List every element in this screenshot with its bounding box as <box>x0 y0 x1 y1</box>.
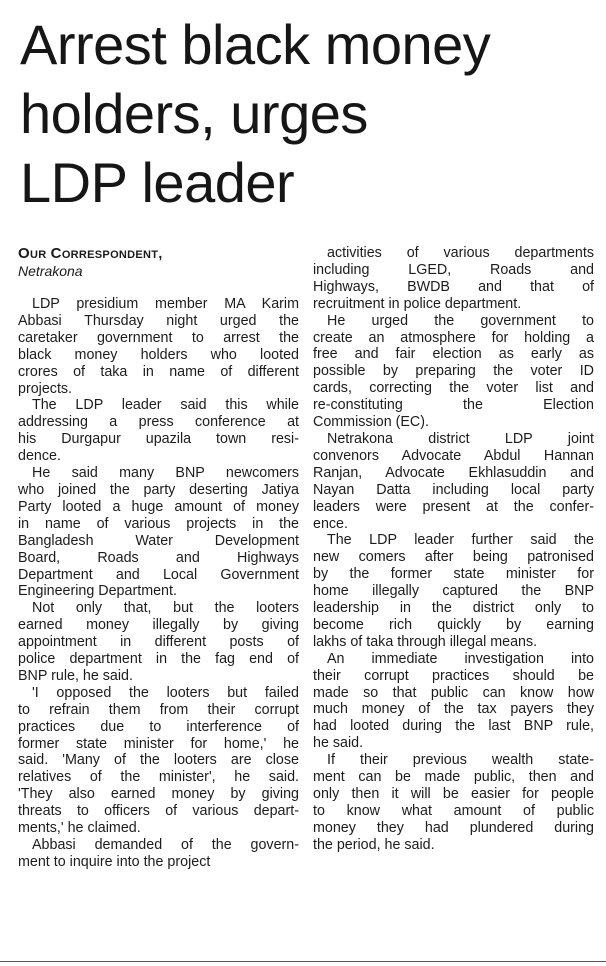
text-line: He said many BNP newcomers <box>32 465 299 482</box>
article-column-1 <box>18 296 299 871</box>
text-line: relatives of the minister', he said. <box>18 769 299 786</box>
paragraph <box>18 296 299 397</box>
text-line: projects. <box>18 380 73 397</box>
text-line: Abbasi demanded of the govern- <box>32 837 299 853</box>
text-line: Nayan Datta including local party <box>313 481 594 498</box>
text-line: re-constituting the Election <box>313 397 594 414</box>
text-line: create an atmosphere for holding a <box>313 329 594 346</box>
text-line: who joined the party deserting Jatiya <box>18 481 299 498</box>
text-line: money they had plundered during <box>313 819 594 836</box>
text-line: He urged the government to <box>327 312 594 329</box>
text-line: new comers after being patronised <box>313 549 594 566</box>
text-line: to know what amount of public <box>313 802 594 819</box>
text-line: by the former state minister for <box>313 566 594 583</box>
text-line: The LDP leader said this while <box>32 397 299 414</box>
text-line: home illegally captured the BNP <box>313 583 594 600</box>
text-line: ence. <box>313 515 348 532</box>
text-line: possible by preparing the voter ID <box>313 363 594 380</box>
text-line: 'They also earned money by giving <box>18 786 299 803</box>
text-line: activities of various departments <box>327 245 594 261</box>
text-line: he said. <box>313 735 364 752</box>
text-line: Not only that, but the looters <box>32 600 299 617</box>
headline-line-3: LDP leader <box>20 151 295 214</box>
text-line: caretaker government to arrest the <box>18 329 299 346</box>
text-line: LDP presidium member MA Karim <box>32 296 299 312</box>
byline <box>18 245 298 279</box>
text-line: If their previous wealth state- <box>327 752 594 769</box>
text-line: leadership in the district only to <box>313 600 594 617</box>
text-line: much money of the tax payers they <box>313 701 594 718</box>
paragraph <box>18 685 299 837</box>
text-line: police department in the fag end of <box>18 651 299 668</box>
text-line: dence. <box>18 448 61 465</box>
paragraph <box>18 397 299 465</box>
correspondent-credit: OUR CORRESPONDENT, <box>18 245 163 262</box>
text-line: ment can be made public, then and <box>313 769 594 786</box>
paragraph <box>313 752 594 853</box>
text-line: Board, Roads and Highways <box>18 549 299 566</box>
text-line: Abbasi Thursday night urged the <box>18 312 299 329</box>
text-line: said. 'Many of the looters are close <box>18 752 299 769</box>
paragraph <box>18 837 299 871</box>
text-line: the period, he said. <box>313 836 435 853</box>
text-line: only then it will be easier for people <box>313 786 594 802</box>
text-line: their corrupt practices should be <box>313 667 594 684</box>
paragraph <box>18 465 299 600</box>
text-line: in name of various projects in the <box>18 515 299 532</box>
text-line: crores of taka in name of different <box>18 363 299 380</box>
text-line: leaders were present at the confer- <box>313 498 594 515</box>
text-line: convenors Advocate Abdul Hannan <box>313 447 594 464</box>
paragraph <box>18 600 299 685</box>
bottom-rule <box>0 961 606 962</box>
text-line: Department and Local Government <box>18 566 299 583</box>
text-line: addressing a press conference at <box>18 414 299 431</box>
text-line: earned money illegally by giving <box>18 617 299 634</box>
text-line: An immediate investigation into <box>327 650 594 667</box>
text-line: The LDP leader further said the <box>327 532 594 549</box>
text-line: appointment in different posts of <box>18 634 299 651</box>
text-line: Ranjan, Advocate Ekhlasuddin and <box>313 464 594 481</box>
text-line: ment to inquire into the project <box>18 853 211 870</box>
text-line: former state minister for home,' he <box>18 735 299 752</box>
text-line: to refrain them from their corrupt <box>18 701 299 718</box>
text-line: Netrakona district LDP joint <box>327 430 594 447</box>
text-line: cards, correcting the voter list and <box>313 380 594 397</box>
paragraph <box>313 651 594 752</box>
headline-line-2: holders, urges <box>20 82 368 145</box>
article-column-2 <box>313 245 594 854</box>
text-line: black money holders who looted <box>18 346 299 363</box>
text-line: recruitment in police department. <box>313 295 522 312</box>
text-line: his Durgapur upazila town resi- <box>18 431 299 448</box>
text-line: including LGED, Roads and <box>313 261 594 278</box>
text-line: 'I opposed the looters but failed <box>32 684 299 701</box>
text-line: practices due to interference of <box>18 718 299 735</box>
text-line: threats to officers of various depart- <box>18 803 299 820</box>
paragraph <box>313 245 594 313</box>
paragraph <box>313 431 594 532</box>
text-line: ments,' he claimed. <box>18 820 141 837</box>
text-line: made so that public can know how <box>313 684 594 701</box>
text-line: become rich quickly by earning <box>313 616 594 633</box>
text-line: free and fair election as early as <box>313 346 594 363</box>
text-line: had looted during the last BNP rule, <box>313 718 594 735</box>
headline-line-1: Arrest black money <box>20 13 491 76</box>
text-line: BNP rule, he said. <box>18 667 133 684</box>
paragraph <box>313 532 594 650</box>
dateline-place: Netrakona <box>18 263 83 279</box>
text-line: Engineering Department. <box>18 583 177 600</box>
text-line: Party looted a huge amount of money <box>18 498 299 515</box>
text-line: Highways, BWDB and that of <box>313 278 594 295</box>
text-line: Bangladesh Water Development <box>18 532 299 549</box>
text-line: lakhs of taka through illegal means. <box>313 633 538 650</box>
text-line: Commission (EC). <box>313 414 429 431</box>
paragraph <box>313 313 594 431</box>
headline <box>20 10 600 217</box>
